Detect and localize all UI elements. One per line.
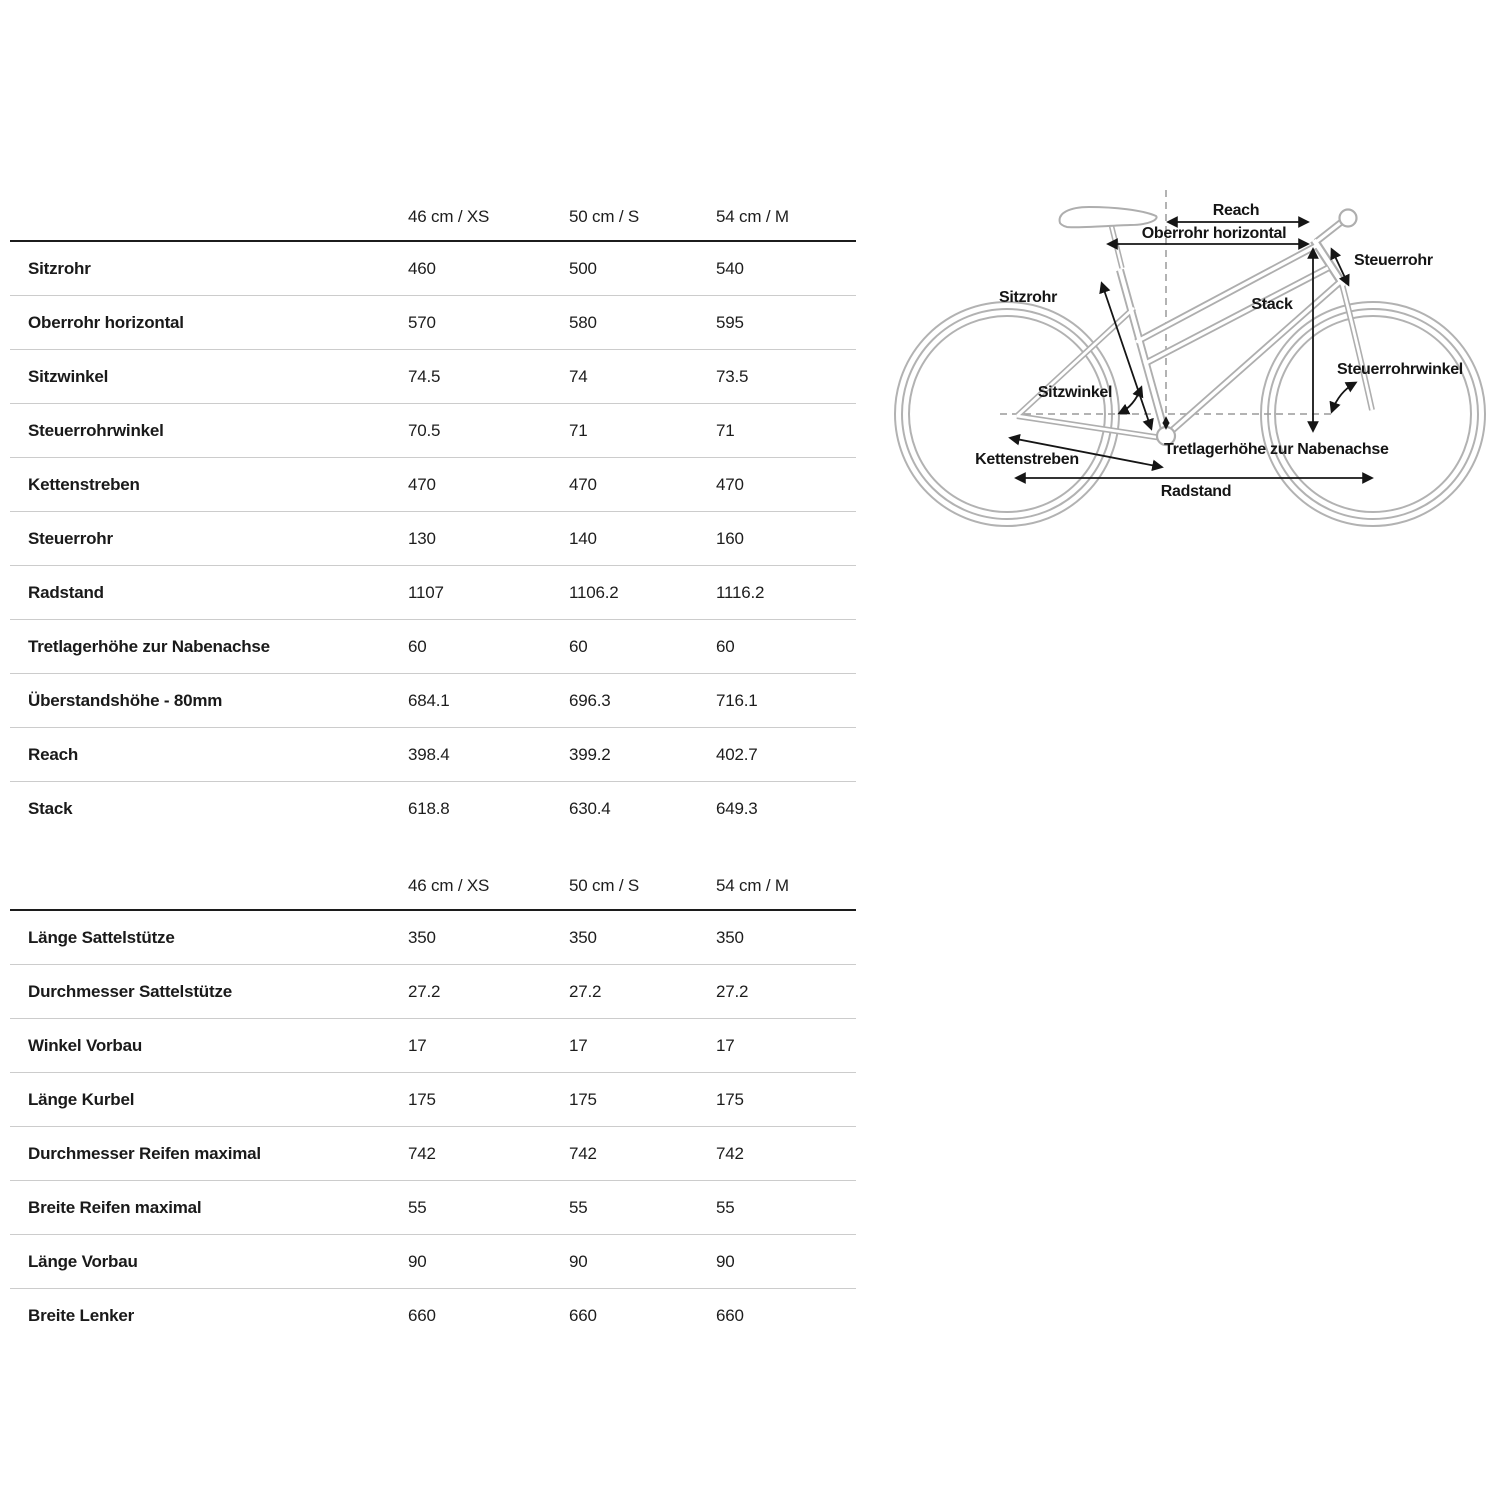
table-row	[10, 512, 856, 566]
diagram-label-steuerrohr: Steuerrohr	[1354, 252, 1433, 269]
row-value: 17	[408, 1035, 427, 1055]
row-label: Sitzwinkel	[28, 366, 109, 386]
table-row	[10, 782, 856, 835]
dimension-arrows	[1011, 222, 1371, 478]
diagram-label-reach: Reach	[1212, 202, 1260, 219]
column-header: 50 cm / S	[569, 876, 640, 895]
row-value: 74	[569, 366, 588, 386]
row-value: 470	[408, 474, 436, 494]
row-value: 595	[716, 312, 744, 332]
row-value: 175	[569, 1089, 597, 1109]
header-spacer-cell	[10, 227, 408, 240]
row-value: 175	[408, 1089, 436, 1109]
row-value: 175	[716, 1089, 744, 1109]
table-row	[10, 1073, 856, 1127]
row-value: 1106.2	[569, 582, 619, 602]
table-row	[10, 620, 856, 674]
table-row	[10, 242, 856, 296]
row-value: 90	[569, 1251, 588, 1271]
row-value: 90	[716, 1251, 735, 1271]
row-label: Überstandshöhe - 80mm	[28, 690, 223, 710]
table-row	[10, 911, 856, 965]
table-header-row	[10, 859, 856, 911]
diagram-label-sitzwinkel: Sitzwinkel	[1037, 384, 1113, 401]
table-section	[10, 859, 856, 1342]
table-row	[10, 296, 856, 350]
row-label: Stack	[28, 798, 73, 818]
column-header: 50 cm / S	[569, 207, 640, 226]
geometry-table	[10, 190, 856, 1342]
row-label: Winkel Vorbau	[28, 1035, 143, 1055]
row-value: 684.1	[408, 690, 450, 710]
row-value: 17	[569, 1035, 588, 1055]
header-spacer-cell	[10, 896, 408, 909]
table-row	[10, 1127, 856, 1181]
table-row	[10, 965, 856, 1019]
row-value: 460	[408, 258, 436, 278]
row-label: Durchmesser Sattelstütze	[28, 981, 232, 1001]
row-value: 55	[716, 1197, 735, 1217]
row-value: 60	[716, 636, 735, 656]
row-value: 55	[569, 1197, 588, 1217]
row-value: 540	[716, 258, 744, 278]
diagram-label-sitzrohr: Sitzrohr	[998, 289, 1058, 306]
row-value: 398.4	[408, 744, 450, 764]
row-value: 160	[716, 528, 744, 548]
row-label: Länge Vorbau	[28, 1251, 138, 1271]
row-label: Kettenstreben	[28, 474, 140, 494]
column-header: 54 cm / M	[716, 876, 789, 895]
row-label: Breite Reifen maximal	[28, 1197, 202, 1217]
row-value: 399.2	[569, 744, 611, 764]
row-value: 70.5	[408, 420, 441, 440]
row-label: Steuerrohr	[28, 528, 113, 548]
row-value: 470	[569, 474, 597, 494]
row-value: 55	[408, 1197, 427, 1217]
row-value: 71	[716, 420, 735, 440]
row-value: 580	[569, 312, 597, 332]
row-value: 742	[408, 1143, 436, 1163]
row-value: 630.4	[569, 798, 611, 818]
table-row	[10, 566, 856, 620]
row-value: 90	[408, 1251, 427, 1271]
row-value: 60	[569, 636, 588, 656]
row-value: 660	[716, 1305, 744, 1325]
column-header: 54 cm / M	[716, 207, 789, 226]
row-value: 742	[716, 1143, 744, 1163]
row-label: Reach	[28, 744, 79, 764]
row-value: 470	[716, 474, 744, 494]
table-row	[10, 674, 856, 728]
row-value: 27.2	[569, 981, 602, 1001]
row-value: 500	[569, 258, 597, 278]
row-label: Länge Kurbel	[28, 1089, 135, 1109]
row-label: Tretlagerhöhe zur Nabenachse	[28, 636, 270, 656]
table-row	[10, 1181, 856, 1235]
row-label: Durchmesser Reifen maximal	[28, 1143, 261, 1163]
diagram-label-steuerrohrwinkel: Steuerrohrwinkel	[1337, 361, 1463, 378]
row-label: Länge Sattelstütze	[28, 927, 175, 947]
handlebar-grip	[1340, 210, 1357, 227]
row-value: 742	[569, 1143, 597, 1163]
column-header: 46 cm / XS	[408, 876, 490, 895]
table-row	[10, 1289, 856, 1342]
row-value: 60	[408, 636, 427, 656]
row-value: 570	[408, 312, 436, 332]
row-label: Steuerrohrwinkel	[28, 420, 164, 440]
table-section	[10, 190, 856, 835]
table-row	[10, 350, 856, 404]
row-value: 27.2	[408, 981, 441, 1001]
steuerrohrwinkel-arc	[1332, 383, 1355, 411]
diagram-label-radstand: Radstand	[1160, 483, 1232, 500]
row-value: 74.5	[408, 366, 441, 386]
diagram-labels	[975, 202, 1463, 500]
row-value: 140	[569, 528, 597, 548]
row-value: 71	[569, 420, 588, 440]
row-value: 350	[408, 927, 436, 947]
table-row	[10, 1235, 856, 1289]
row-value: 660	[408, 1305, 436, 1325]
row-value: 618.8	[408, 798, 450, 818]
row-value: 402.7	[716, 744, 758, 764]
row-label: Sitzrohr	[28, 258, 91, 278]
table-row	[10, 728, 856, 782]
bike-diagram	[880, 180, 1500, 542]
diagram-label-stack: Stack	[1251, 296, 1293, 313]
table-row	[10, 404, 856, 458]
diagram-label-kettenstreben: Kettenstreben	[975, 451, 1079, 468]
column-header: 46 cm / XS	[408, 207, 490, 226]
row-label: Radstand	[28, 582, 104, 602]
row-value: 1116.2	[716, 582, 765, 602]
row-value: 350	[716, 927, 744, 947]
row-value: 350	[569, 927, 597, 947]
row-value: 1107	[408, 582, 444, 602]
row-value: 73.5	[716, 366, 749, 386]
row-value: 649.3	[716, 798, 758, 818]
row-label: Breite Lenker	[28, 1305, 135, 1325]
diagram-label-oberrohr: Oberrohr horizontal	[1141, 225, 1287, 242]
row-label: Oberrohr horizontal	[28, 312, 184, 332]
table-row	[10, 1019, 856, 1073]
row-value: 660	[569, 1305, 597, 1325]
row-value: 17	[716, 1035, 735, 1055]
table-header-row	[10, 190, 856, 242]
row-value: 696.3	[569, 690, 611, 710]
row-value: 716.1	[716, 690, 758, 710]
diagram-label-tretlagerhoehe: Tretlagerhöhe zur Nabenachse	[1164, 441, 1389, 458]
bike-frame	[1017, 207, 1372, 445]
table-row	[10, 458, 856, 512]
row-value: 130	[408, 528, 436, 548]
row-value: 27.2	[716, 981, 749, 1001]
